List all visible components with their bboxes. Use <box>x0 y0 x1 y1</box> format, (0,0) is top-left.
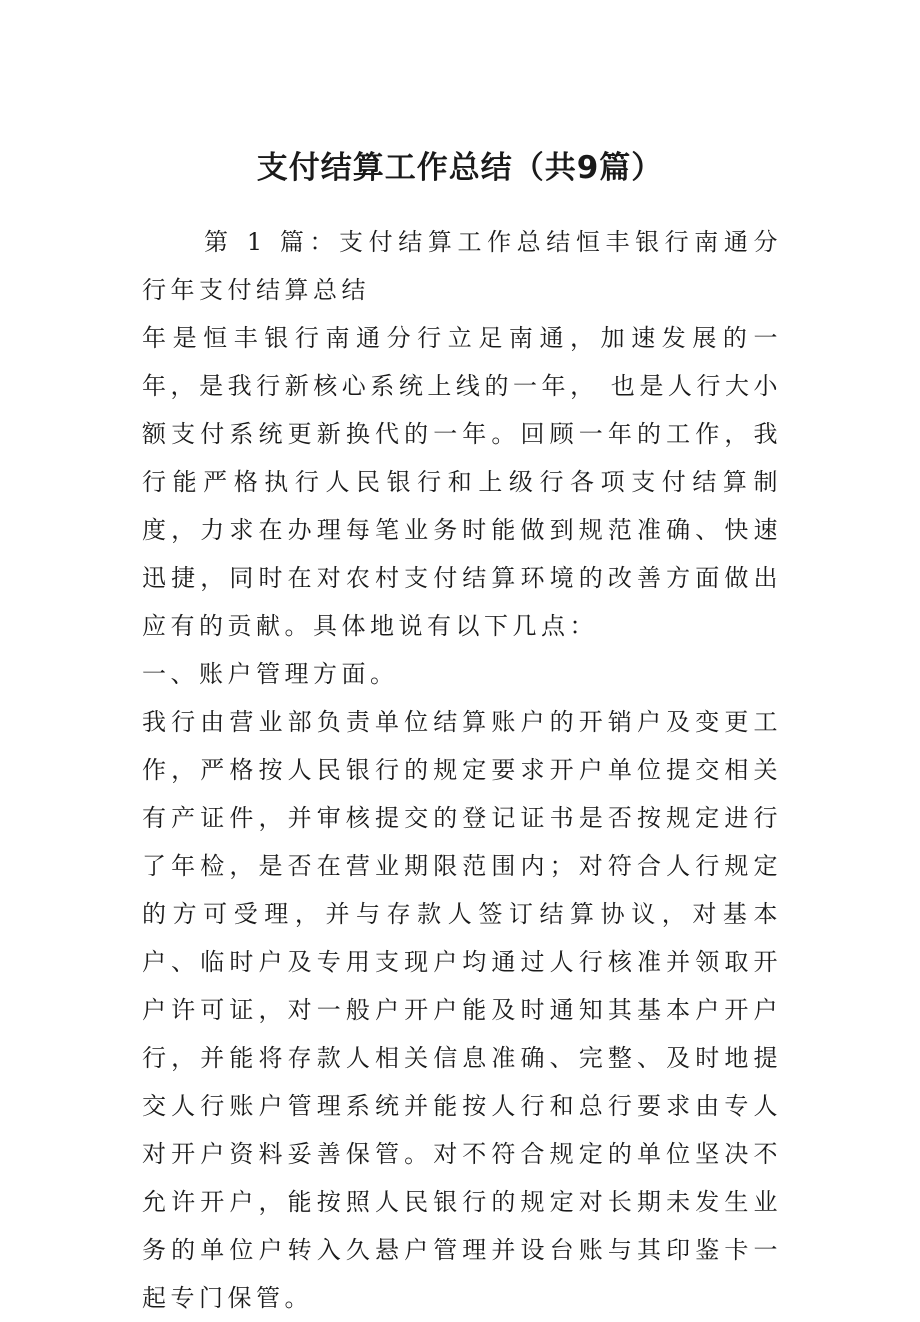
document-body <box>142 218 782 1322</box>
document-title: 支付结算工作总结（共9篇） <box>256 150 664 186</box>
paragraph-intro: 年是恒丰银行南通分行立足南通，加速发展的一年，是我行新核心系统上线的一年， 也是人行大小额支付系统更新换代的一年。回顾一年的工作，我行能严格执行人民银行和上级行各项支付结算制度，力求在办理每笔业务时能做到规范准确、快速迅捷，同时在对农村支付结算环境的改善方面做出应有的贡献。具体地说有以下几点： <box>142 324 782 640</box>
paragraph-account-management: 我行由营业部负责单位结算账户的开销户及变更工作，严格按人民银行的规定要求开户单位提交相关有产证件，并审核提交的登记证书是否按规定进行了年检，是否在营业期限范围内；对符合人行规定的方可受理，并与存款人签订结算协议，对基本户、临时户及专用支现户均通过人行核准并领取开户许可证，对一般户开户能及时通知其基本户开户行，并能将存款人相关信息准确、完整、及时地提交人行账户管理系统并能按人行和总行要求由专人对开户资料妥善保管。对不符合规定的单位坚决不允许开户，能按照人民银行的规定对长期未发生业务的单位户转入久悬户管理并设台账与其印鉴卡一起专门保管。 <box>142 708 782 1312</box>
paragraph-section-heading: 一、账户管理方面。 <box>142 660 399 688</box>
paragraph-chapter-heading: 第 1 篇：支付结算工作总结恒丰银行南通分行年支付结算总结 <box>142 228 782 304</box>
